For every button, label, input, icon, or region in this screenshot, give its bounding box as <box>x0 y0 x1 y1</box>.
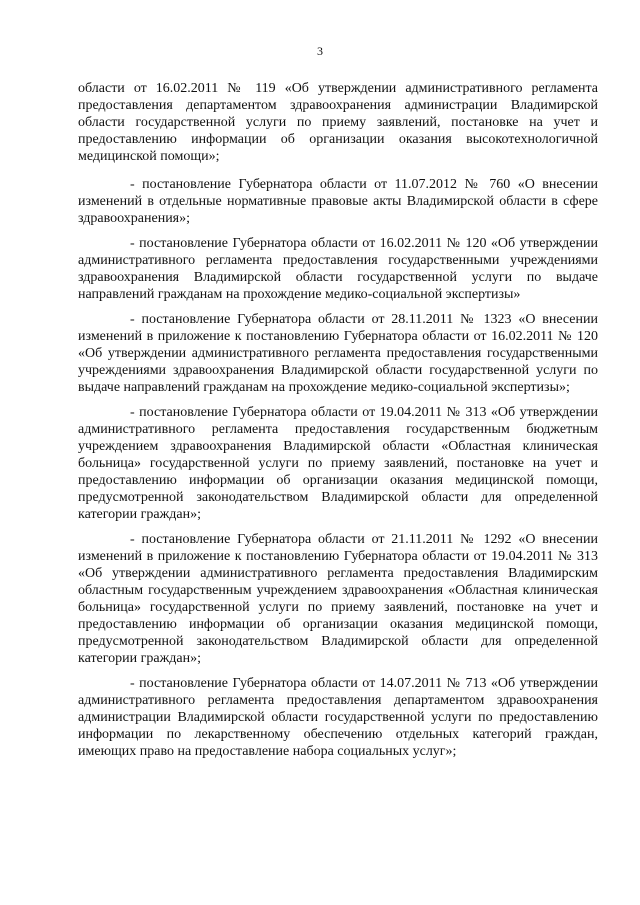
paragraph-decree-1323: - постановление Губернатора области от 28.11.2011 № 1323 «О внесении изменений в приложение к постановлению Губернатора области от 16.02.2011 № 120 «Об утверждении административного регламента предоставления государственными учреждениями здравоохранения Владимирской области государственной услуги по выдаче направлений гражданам на прохождение медико-социальной экспертизы»; <box>78 312 598 395</box>
paragraph-decree-1292: - постановление Губернатора области от 21.11.2011 № 1292 «О внесении изменений в приложение к постановлению Губернатора области от 19.04.2011 № 313 «Об утверждении административного регламента предоставления Владимирским областным государственным учреждением здравоохранения «Областная клиническая больница» государственной услуги по приему заявлений, постановке на учет и предоставлению информации об организации оказания медицинской помощи, предусмотренной законодательством Владимирской области для определенной категории граждан»; <box>78 532 598 666</box>
page-number: 3 <box>317 44 323 58</box>
document-body <box>78 80 598 768</box>
paragraph-continuation: области от 16.02.2011 № 119 «Об утверждении административного регламента предоставления департаментом здравоохранения администрации Владимирской области государственной услуги по приему заявлений, постановке на учет и предоставлению информации об организации оказания высокотехнологичной медицинской помощи»; <box>78 81 598 164</box>
paragraph-decree-713: - постановление Губернатора области от 14.07.2011 № 713 «Об утверждении административного регламента предоставления департаментом здравоохранения администрации Владимирской области государственной услуги по предоставлению информации по лекарственному обеспечению отдельных категорий граждан, имеющих право на предоставление набора социальных услуг»; <box>78 676 598 759</box>
paragraph-decree-120: - постановление Губернатора области от 16.02.2011 № 120 «Об утверждении административного регламента предоставления государственными учреждениями здравоохранения Владимирской области государственной услуги по выдаче направлений гражданам на прохождение медико-социальной экспертизы» <box>78 236 598 302</box>
paragraph-decree-760: - постановление Губернатора области от 11.07.2012 № 760 «О внесении изменений в отдельные нормативные правовые акты Владимирской области в сфере здравоохранения»; <box>78 177 598 226</box>
paragraph-decree-313: - постановление Губернатора области от 19.04.2011 № 313 «Об утверждении административного регламента предоставления государственным бюджетным учреждением здравоохранения Владимирской области «Областная клиническая больница» государственной услуги по приему заявлений, постановке на учет и предоставлению информации об организации оказания медицинской помощи, предусмотренной законодательством Владимирской области для определенной категории граждан»; <box>78 405 598 522</box>
